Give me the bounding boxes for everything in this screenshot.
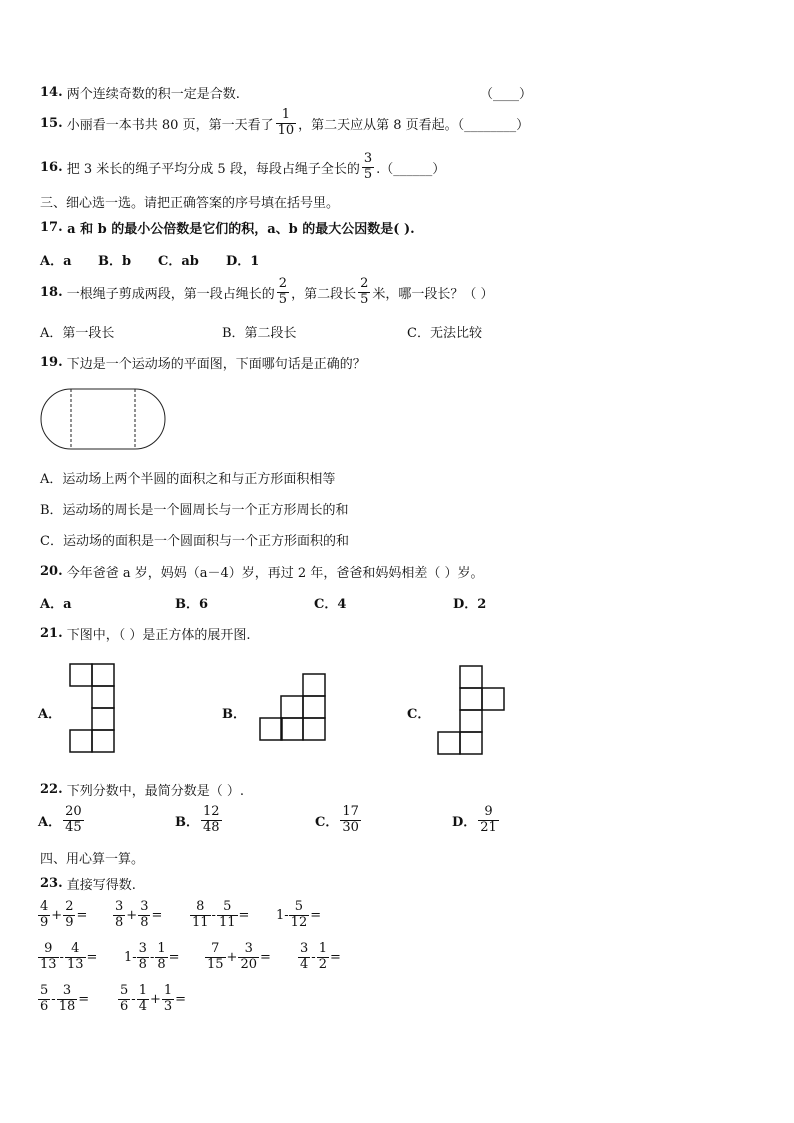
question-number: 23. [40,876,63,891]
calc-item: 1- $\frac{3}{8}$ - $\frac{1}{8}$ = [124,941,180,972]
option-c[interactable]: C．运动场的面积是一个圆面积与一个正方形面积的和 [40,534,349,549]
option-b[interactable]: B． [222,707,246,722]
option-c[interactable]: C． [407,707,431,722]
calc-item: $\frac{5}{6}$ - $\frac{1}{4}$ + $\frac{1}{3}$ = [120,983,187,1014]
question-text: 下边是一个运动场的平面图，下面哪句话是正确的？ [66,357,366,372]
option-d[interactable]: D． $\frac{9}{21}$ [452,804,497,835]
fraction: $\frac{3}{5}$ [363,151,373,182]
cube-net-c [437,665,507,757]
section-title: 三、细心选一选。请把正确答案的序号填在括号里。 [40,196,340,211]
option-c[interactable]: C．无法比较 [407,326,482,341]
question-text-tail: .（______） [376,161,446,177]
stadium-diagram [40,388,166,450]
question-text: 一根绳子剪成两段，第一段占绳长的 [66,286,275,302]
question-text: 直接写得数. [66,878,136,893]
question-14 [40,83,240,102]
calc-item: $\frac{7}{15}$ + $\frac{3}{20}$ = [207,941,271,972]
question-number: 14. [40,85,63,100]
question-text: a 和 b 的最小公倍数是它们的积，a、b 的最大公因数是( ). [67,222,415,237]
question-16 [40,152,445,183]
cube-net-a [69,663,117,755]
question-text: 下列分数中，最简分数是（ ）. [66,784,245,799]
option-c[interactable]: C． $\frac{17}{30}$ [315,804,359,835]
question-number: 16. [40,159,63,175]
calc-item: $\frac{3}{4}$ - $\frac{1}{2}$ = [300,941,341,972]
option-b[interactable]: B．第二段长 [222,326,297,341]
fraction: $\frac{2}{5}$ [278,276,288,307]
question-text: 把 3 米长的绳子平均分成 5 段，每段占绳子全长的 [66,161,360,177]
option-b[interactable]: B．运动场的周长是一个圆周长与一个正方形周长的和 [40,503,349,518]
question-number: 19. [40,355,63,370]
option-d[interactable]: D．2 [453,597,487,612]
option-a[interactable]: A．第一段长 [40,326,115,341]
question-number: 18. [40,284,63,300]
section-heading [40,192,339,211]
question-23 [40,874,136,893]
option-a[interactable]: A． [38,707,62,722]
option-b[interactable]: B．6 [175,597,209,612]
calc-item: $\frac{5}{6}$ - $\frac{3}{18}$ = [40,983,90,1014]
question-text: 小丽看一本书共 80 页，第一天看了 [66,117,274,133]
calc-item: $\frac{9}{13}$ - $\frac{4}{13}$ = [40,941,98,972]
option-a[interactable]: A．a [40,597,72,612]
question-text-tail: 米，哪一段长？（ ） [372,286,494,302]
question-19 [40,353,366,372]
calc-item: $\frac{4}{9}$ + $\frac{2}{9}$ = [40,899,88,930]
section-heading [40,848,144,867]
question-text-mid: ，第二段长 [291,286,357,302]
question-number: 22. [40,782,63,797]
calc-item: $\frac{3}{8}$ + $\frac{3}{8}$ = [115,899,163,930]
question-18 [40,277,494,308]
option-a[interactable]: A． $\frac{20}{45}$ [38,804,82,835]
question-text: 下图中，（ ）是正方体的展开图. [66,628,251,643]
option-b[interactable]: B．b [98,254,132,269]
question-number: 20. [40,564,63,579]
fraction: $\frac{1}{10}$ [277,107,295,138]
option-a[interactable]: A．a [40,254,72,269]
question-15 [40,108,529,139]
question-number: 17. [40,220,63,235]
question-17 [40,218,415,237]
question-21 [40,624,251,643]
section-title: 四、用心算一算。 [40,852,145,867]
question-22 [40,780,244,799]
question-text-tail: ，第二天应从第 8 页看起。（________） [298,117,530,133]
cube-net-b [259,673,329,743]
option-b[interactable]: B． $\frac{12}{48}$ [175,804,220,835]
question-text: 两个连续奇数的积一定是合数. [66,87,240,102]
answer-blank-text: （____） [480,87,533,102]
fraction: $\frac{2}{5}$ [360,276,369,307]
answer-blank[interactable] [480,83,532,102]
calc-item: 1- $\frac{5}{12}$ = [276,899,322,930]
option-c[interactable]: C．ab [158,254,199,269]
option-c[interactable]: C．4 [314,597,347,612]
question-number: 15. [40,115,63,131]
option-a[interactable]: A．运动场上两个半圆的面积之和与正方形面积相等 [40,472,336,487]
question-text: 今年爸爸 a 岁，妈妈（a－4）岁，再过 2 年，爸爸和妈妈相差（ ）岁。 [66,566,484,581]
question-number: 21. [40,626,63,641]
question-20 [40,562,483,581]
option-d[interactable]: D．1 [226,254,260,269]
calc-item: $\frac{8}{11}$ - $\frac{5}{11}$ = [192,899,250,930]
